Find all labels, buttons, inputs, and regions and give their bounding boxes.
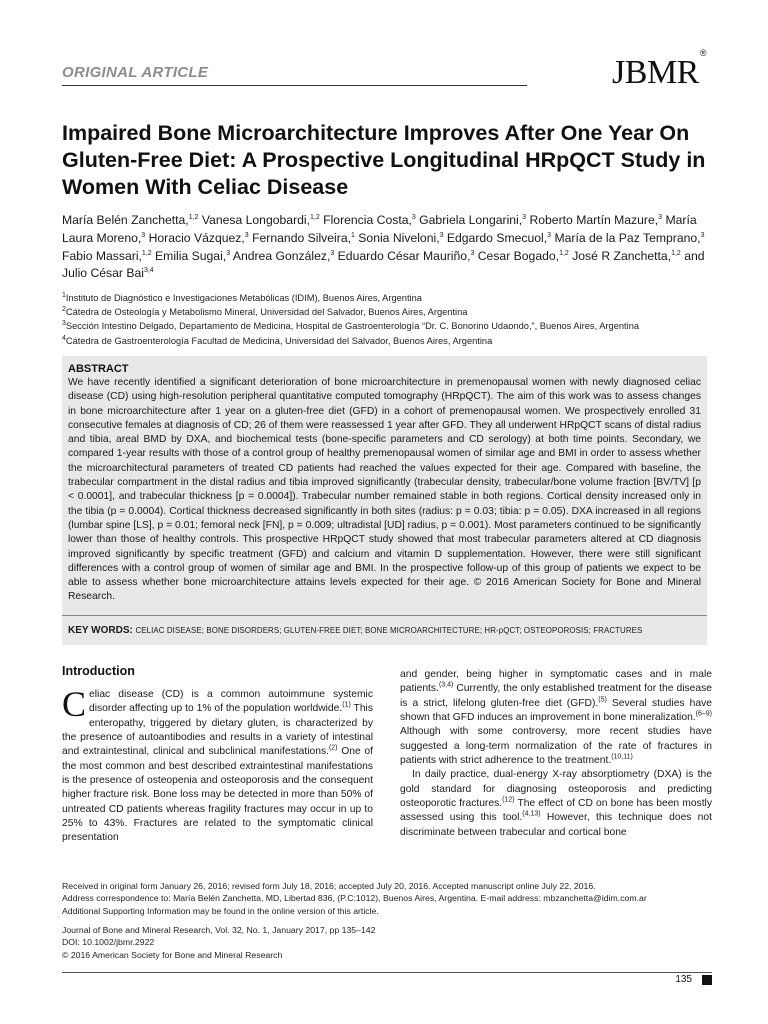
author: Roberto Martín Mazure,$^3$ [529,213,663,227]
journal-info [62,924,712,961]
right-column [400,668,712,840]
author: Emilia Sugai,$^3$ [155,248,231,263]
left-column [62,664,373,846]
copyright: © 2016 American Society for Bone and Mineral Research [62,949,283,960]
journal-citation: Journal of Bone and Mineral Research, Vol. 32, No. 1, January 2017, pp 135–142 [62,925,376,935]
introduction-paragraph-2: In daily practice, dual-energy X-ray absorptiometry (DXA) is the gold standard for diagnosing osteoporosis and predicting osteoporotic fractures.$^{(12)}$ The effect of CD on bone has been mostly assessed using this tool.$^{(4,13)}$ However, this technique does not discriminate between trabecular and cortical bone [400,769,712,838]
article-footnotes [62,880,712,917]
affiliation: $^4$Cátedra de Gastroenterología Facultad de Medicina, Universidad del Salvador, Buenos Aires, Argentina [62,334,493,346]
keywords [68,625,642,637]
abstract-text: We have recently identified a significant deterioration of bone microarchitecture in premenopausal women with newly diagnosed celiac disease (CD) using high-resolution peripheral quantitative computed tomography (HRpQCT). The aim of this work was to assess changes in bone microarchitecture after 1 year on a gluten-free diet (GFD) in a cohort of premenopausal women. We prospectively enrolled 31 consecutive females at diagnosis of CD; 26 of them were reassessed 1 year after GFD. They all underwent HRpQCT scans of distal radius and tibia, areal BMD by DXA, and biochemical tests (bone-specific parameters and CD serology) at both time points. Secondary, we compared 1-year results with those of a control group of healthy premenopausal women of similar age and BMI in order to assess whether the microarchitectural parameters of treated CD patients had reached the values expected for their age. Compared with baseline, the trabecular compartment in the distal radius and tibia improved significantly (trabecular density, trabecular/bone volume fraction [BV/TV] [p < 0.0001], and trabecular thickness [p = 0.0004]). Trabecular number remained stable in both regions. Cortical density increased only in the tibia (p = 0.0004). Cortical thickness decreased significantly in both sites (radius: p = 0.03; tibia: p = 0.05). DXA increased in all regions (lumbar spine [LS], p = 0.01; femoral neck [FN], p = 0.009; ultradistal [UD] radius, p = 0.001). Most parameters continued to be significantly lower than those of healthy controls. This prospective HRpQCT study showed that most trabecular parameters altered at CD diagnosis improved significantly by specific treatment (GFD) and calcium and vitamin D supplementation. However, there were still significant differences with a control group of women of similar age and BMI. In the prospective follow-up of this group of patients we expect to be able to assess whether bone microarchitecture attains levels expected for their age. © 2016 American Society for Bone and Mineral Research. [68,377,701,603]
citation-ref: (5) [598,696,607,704]
author: María de la Paz Temprano,$^3$ [554,230,705,245]
citation-ref: (4,13) [522,811,541,819]
author: Eduardo César Mauriño,$^3$ [337,248,475,263]
citation-ref: (6–9) [695,710,712,718]
introduction-paragraph-1: Celiac disease (CD) is a common autoimmune systemic disorder affecting up to 1% of the population worldwide.$^{(1)}$ This enteropathy, triggered by dietary gluten, is characterized by the presence of autoantibodies and results in a variety of intestinal and extraintestinal, clinical and subclinical manifestations.$^{(2)}$ One of the most common and best described extraintestinal manifestations is the presence of osteopenia and osteoporosis and the consequent higher fracture risk. Bone loss may be detected in more than 50% of untreated CD patients whereas fragility fractures may occur in up to 25% to 43%. Fractures are related to the symptomatic clinical presentation [62,684,373,844]
introduction-paragraph-1-cont: and gender, being higher in symptomatic cases and in male patients.$^{(3,4)}$ Currently, the only established treatment for the disease is a strict, lifelong gluten-free diet (GFD).$^{(5)}$ Several studies have shown that GFD induces an improvement in bone mineralization.$^{(6-9)}$ Although with some controversy, more recent studies have suggested a long-term normalization of the rate of fractures in patients with strict adherence to the treatment.$^{(10,11)}$ [400,669,712,767]
footer-rule [62,972,712,973]
author: Fabio Massari,$^{1,2}$ [62,248,152,263]
citation-ref: (10,11) [611,753,633,761]
page-number: 135 [675,974,692,985]
affiliation-list [62,291,712,348]
drop-cap: C [62,684,87,724]
author: Edgardo Smecuol,$^3$ [446,230,552,245]
page-header [62,47,706,91]
citation-ref: (12) [502,796,515,804]
author: Gabriela Longarini,$^3$ [419,213,527,227]
abstract-divider [62,615,707,616]
author: Andrea González,$^3$ [232,248,335,263]
author: María Belén Zanchetta,$^{1,2}$ [62,213,199,227]
journal-logo-text: JBMR [612,54,699,91]
author-list [62,212,712,283]
author: Horacio Vázquez,$^3$ [148,230,249,245]
page-footer [62,972,712,992]
author: Vanesa Longobardi,$^{1,2}$ [201,213,320,227]
keywords-list: CELIAC DISEASE; BONE DISORDERS; GLUTEN-FREE DIET; BONE MICROARCHITECTURE; HR-pQCT; OSTEOPOROSIS; FRACTURES [135,626,643,635]
journal-logo [612,47,706,92]
author: and Julio César Bai$^{3,4}$ [62,248,705,281]
author: Cesar Bogado,$^{1,2}$ [477,248,569,263]
article-title: Impaired Bone Microarchitecture Improves After One Year On Gluten-Free Diet: A Prospective Longitudinal HRpQCT Study in Women With Celiac Disease [62,121,706,199]
abstract-box [62,356,707,645]
citation-ref: (2) [328,744,338,752]
keywords-label: KEY WORDS: [68,625,133,636]
citation-ref: (3,4) [438,681,454,689]
affiliation: $^3$Sección Intestino Delgado, Departamento de Medicina, Hospital de Gastroenterología “Dr. C. Bonorino Udaondo,”, Buenos Aires, Argentina [62,320,640,332]
abstract-heading: ABSTRACT [68,363,129,375]
received-dates: Received in original form January 26, 2016; revised form July 18, 2016; accepted July 20, 2016. Accepted manuscript online July 22, 2016. [62,881,596,891]
correspondence-address: Address correspondence to: María Belén Zanchetta, MD, Libertad 836, (P.C:1012), Buenos Aires, Argentina. E-mail address: mbzanchetta@idim.com.ar [62,893,647,904]
header-rule [62,85,527,86]
author: Florencia Costa,$^3$ [323,213,416,227]
doi: DOI: 10.1002/jbmr.2922 [62,937,155,948]
author: José R Zanchetta,$^{1,2}$ [572,248,681,263]
registered-mark: ® [699,47,706,58]
author: Fernando Silveira,$^1$ [252,230,355,245]
affiliation: $^2$Cátedra de Osteología y Metabolismo Mineral, Universidad del Salvador, Buenos Aires, Argentina [62,306,468,318]
page-marker-square [702,975,712,985]
author: Sonia Niveloni,$^3$ [358,230,444,245]
affiliation: $^1$Instituto de Diagnóstico e Investigaciones Metabólicas (IDIM), Buenos Aires, Argentina [62,291,422,303]
section-label: ORIGINAL ARTICLE [62,64,209,81]
citation-ref: (1) [342,701,351,709]
introduction-heading: Introduction [62,664,135,678]
supporting-info-note: Additional Supporting Information may be found in the online version of this article. [62,905,379,916]
author: María Laura Moreno,$^3$ [62,213,697,245]
